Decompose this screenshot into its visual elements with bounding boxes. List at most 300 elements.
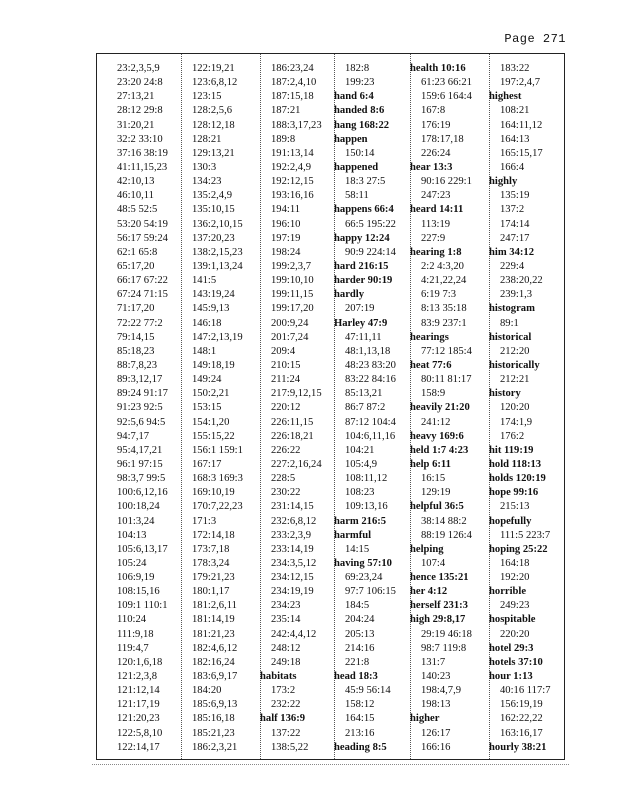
index-reference: 129:19 (421, 487, 451, 499)
index-reference: 37:16 38:19 (117, 147, 168, 159)
index-reference: 181:21,23 (192, 628, 235, 640)
index-reference: 94:7,17 (117, 430, 150, 442)
index-reference: 135:10,15 (192, 204, 235, 216)
index-reference: 143:19,24 (192, 289, 235, 301)
index-reference: 184:20 (192, 685, 222, 697)
index-reference: 66:5 195:22 (345, 218, 396, 230)
index-reference: 119:4,7 (117, 642, 149, 654)
index-reference: 105:4,9 (345, 458, 378, 470)
index-reference: 16:15 (421, 473, 446, 485)
index-reference: 141:5 (192, 275, 217, 287)
index-reference: 46:10,11 (117, 190, 154, 202)
index-heading: hardly (334, 289, 365, 301)
index-reference: 242:4,4,12 (271, 628, 317, 640)
index-reference: 201:7,24 (271, 331, 309, 343)
index-heading: hence 135:21 (410, 572, 469, 584)
index-reference: 192:20 (500, 572, 530, 584)
index-reference: 189:8 (271, 133, 296, 145)
page-number: Page 271 (504, 32, 566, 46)
index-reference: 234:3,5,12 (271, 557, 317, 569)
index-reference: 48:23 83:20 (345, 359, 396, 371)
index-heading: hard 216:15 (334, 260, 389, 272)
index-reference: 156:1 159:1 (192, 444, 243, 456)
index-reference: 155:15,22 (192, 430, 235, 442)
index-reference: 174:14 (500, 218, 530, 230)
index-reference: 104:13 (117, 529, 147, 541)
index-reference: 92:5,6 94:5 (117, 416, 166, 428)
index-reference: 146:18 (192, 317, 222, 329)
index-reference: 45:9 56:14 (345, 685, 391, 697)
index-reference: 153:15 (192, 402, 222, 414)
index-reference: 89:24 91:17 (117, 388, 168, 400)
index-reference: 212:20 (500, 345, 530, 357)
index-reference: 149:24 (192, 374, 222, 386)
index-reference: 121:12,14 (117, 685, 160, 697)
index-reference: 85:13,21 (345, 388, 383, 400)
index-reference: 194:11 (271, 204, 301, 216)
index-heading: held 1:7 4:23 (410, 444, 469, 456)
index-reference: 85:18,23 (117, 345, 155, 357)
index-reference: 122:5,8,10 (117, 727, 163, 739)
index-reference: 183:22 (500, 63, 530, 74)
index-reference: 98:3,7 99:5 (117, 473, 166, 485)
index-reference: 178:3,24 (192, 557, 230, 569)
index-reference: 58:11 (345, 190, 369, 202)
index-heading: hourly 38:21 (489, 741, 547, 753)
index-reference: 192:12,15 (271, 176, 314, 188)
index-reference: 108:21 (500, 105, 530, 117)
index-reference: 229:4 (500, 260, 525, 272)
index-column-6 (489, 62, 565, 755)
index-heading: habitats (260, 671, 297, 683)
index-reference: 158:12 (345, 699, 375, 711)
index-reference: 163:16,17 (500, 727, 543, 739)
index-reference: 23:2,3,5,9 (117, 63, 160, 74)
index-reference: 27:13,21 (117, 91, 155, 103)
index-reference: 221:8 (345, 656, 370, 668)
index-heading: hearings (410, 331, 449, 343)
index-reference: 138:2,15,23 (192, 246, 243, 258)
index-heading: helping (410, 543, 444, 555)
index-reference: 111:5 223:7 (500, 529, 551, 541)
index-heading: hang 168:22 (334, 119, 390, 131)
index-reference: 97:7 106:15 (345, 586, 396, 598)
index-reference: 56:17 59:24 (117, 232, 168, 244)
index-reference: 226:22 (271, 444, 301, 456)
index-reference: 129:13,21 (192, 147, 235, 159)
index-reference: 247:23 (421, 190, 451, 202)
index-heading: heavily 21:20 (410, 402, 470, 414)
index-reference: 173:7,18 (192, 543, 230, 555)
index-reference: 193:16,16 (271, 190, 314, 202)
index-reference: 174:1,9 (500, 416, 533, 428)
index-heading: holds 120:19 (489, 473, 546, 485)
index-reference: 196:10 (271, 218, 301, 230)
index-reference: 185:16,18 (192, 713, 235, 725)
index-heading: hit 119:19 (489, 444, 534, 456)
index-heading: hold 118:13 (489, 458, 542, 470)
index-reference: 104:21 (345, 444, 375, 456)
index-heading: hoping 25:22 (489, 543, 548, 555)
index-reference: 199:11,15 (271, 289, 314, 301)
index-reference: 205:13 (345, 628, 375, 640)
index-reference: 173:2 (271, 685, 296, 697)
index-heading: horrible (489, 586, 527, 598)
index-reference: 123:15 (192, 91, 222, 103)
index-reference: 108:23 (345, 487, 375, 499)
index-heading: heavy 169:6 (410, 430, 464, 442)
index-table (96, 53, 565, 760)
index-reference: 137:20,23 (192, 232, 235, 244)
index-reference: 90:9 224:14 (345, 246, 396, 258)
index-reference: 108:15,16 (117, 586, 160, 598)
index-reference: 110:24 (117, 614, 147, 626)
index-reference: 101:3,24 (117, 515, 155, 527)
index-heading: highly (489, 176, 518, 188)
index-reference: 136:2,10,15 (192, 218, 243, 230)
index-heading: head 18:3 (334, 671, 378, 683)
index-reference: 164:18 (500, 557, 530, 569)
index-heading: hand 6:4 (334, 91, 374, 103)
index-reference: 148:1 (192, 345, 217, 357)
index-reference: 89:3,12,17 (117, 374, 163, 386)
index-reference: 137:2 (500, 204, 525, 216)
index-heading: hotel 29:3 (489, 642, 534, 654)
index-reference: 159:6 164:4 (421, 91, 472, 103)
index-heading: Harley 47:9 (334, 317, 388, 329)
index-reference: 6:19 7:3 (421, 289, 457, 301)
index-reference: 170:7,22,23 (192, 501, 243, 513)
index-reference: 47:11,11 (345, 331, 382, 343)
index-reference: 149:18,19 (192, 359, 235, 371)
index-reference: 150:14 (345, 147, 375, 159)
index-reference: 199:23 (345, 77, 375, 89)
index-reference: 172:14,18 (192, 529, 235, 541)
index-heading: heard 14:11 (410, 204, 464, 216)
index-reference: 241:12 (421, 416, 451, 428)
index-heading: happy 12:24 (334, 232, 390, 244)
index-heading: handed 8:6 (334, 105, 385, 117)
index-reference: 164:13 (500, 133, 530, 145)
index-reference: 164:11,12 (500, 119, 543, 131)
index-heading: happened (334, 161, 379, 173)
index-reference: 197:2,4,7 (500, 77, 541, 89)
index-reference: 29:19 46:18 (421, 628, 472, 640)
index-reference: 48:1,13,18 (345, 345, 391, 357)
index-heading: hope 99:16 (489, 487, 539, 499)
index-reference: 14:15 (345, 543, 370, 555)
index-reference: 79:14,15 (117, 331, 155, 343)
index-reference: 217:9,12,15 (271, 388, 322, 400)
index-reference: 182:16,24 (192, 656, 235, 668)
index-reference: 42:10,13 (117, 176, 155, 188)
index-heading: history (489, 388, 521, 400)
index-reference: 66:17 67:22 (117, 275, 168, 287)
index-reference: 88:19 126:4 (421, 529, 472, 541)
index-reference: 220:12 (271, 402, 301, 414)
index-reference: 2:2 4:3,20 (421, 260, 464, 272)
index-reference: 248:12 (271, 642, 301, 654)
index-reference: 98:7 119:8 (421, 642, 467, 654)
index-reference: 166:4 (500, 161, 525, 173)
index-heading: harmful (334, 529, 372, 541)
index-reference: 53:20 54:19 (117, 218, 168, 230)
index-reference: 227:9 (421, 232, 446, 244)
index-reference: 107:4 (421, 557, 446, 569)
index-reference: 90:16 229:1 (421, 176, 472, 188)
index-heading: high 29:8,17 (410, 614, 466, 626)
index-reference: 188:3,17,23 (271, 119, 322, 131)
index-reference: 135:19 (500, 190, 530, 202)
index-column-2 (181, 62, 259, 755)
index-reference: 180:1,17 (192, 586, 230, 598)
index-reference: 164:15 (345, 713, 375, 725)
index-column-3 (260, 62, 334, 755)
index-heading: having 57:10 (334, 557, 392, 569)
index-reference: 31:20,21 (117, 119, 155, 131)
index-reference: 167:17 (192, 458, 222, 470)
index-reference: 137:22 (271, 727, 301, 739)
index-reference: 156:19,19 (500, 699, 543, 711)
index-reference: 61:23 66:21 (421, 77, 472, 89)
index-reference: 4:21,22,24 (421, 275, 467, 287)
index-reference: 234:12,15 (271, 572, 314, 584)
index-reference: 197:19 (271, 232, 301, 244)
index-reference: 184:5 (345, 600, 370, 612)
index-reference: 167:8 (421, 105, 446, 117)
index-reference: 187:15,18 (271, 91, 314, 103)
index-reference: 233:14,19 (271, 543, 314, 555)
index-reference: 109:1 110:1 (117, 600, 168, 612)
index-reference: 105:6,13,17 (117, 543, 168, 555)
index-reference: 96:1 97:15 (117, 458, 163, 470)
index-reference: 134:23 (192, 176, 222, 188)
index-reference: 239:1,3 (500, 289, 533, 301)
index-reference: 38:14 88:2 (421, 515, 467, 527)
index-reference: 162:22,22 (500, 713, 543, 725)
index-reference: 228:5 (271, 473, 296, 485)
index-heading: health 10:16 (410, 63, 466, 74)
index-reference: 230:22 (271, 487, 301, 499)
index-reference: 67:24 71:15 (117, 289, 168, 301)
index-heading: him 34:12 (489, 246, 535, 258)
index-reference: 40:16 117:7 (500, 685, 551, 697)
index-reference: 120:20 (500, 402, 530, 414)
index-reference: 135:2,4,9 (192, 190, 233, 202)
index-reference: 226:24 (421, 147, 451, 159)
index-reference: 86:7 87:2 (345, 402, 386, 414)
index-reference: 213:16 (345, 727, 375, 739)
index-reference: 80:11 81:17 (421, 374, 472, 386)
index-heading: her 4:12 (410, 586, 448, 598)
index-reference: 199:2,3,7 (271, 260, 312, 272)
index-reference: 122:19,21 (192, 63, 235, 74)
index-reference: 209:4 (271, 345, 296, 357)
index-heading: hopefully (489, 515, 532, 527)
index-reference: 220:20 (500, 628, 530, 640)
index-reference: 207:19 (345, 303, 375, 315)
index-heading: historical (489, 331, 532, 343)
index-reference: 181:14,19 (192, 614, 235, 626)
index-reference: 113:19 (421, 218, 451, 230)
index-reference: 8:13 35:18 (421, 303, 467, 315)
index-heading: helpful 36:5 (410, 501, 464, 513)
index-reference: 214:16 (345, 642, 375, 654)
index-reference: 166:16 (421, 741, 451, 753)
index-reference: 187:2,4,10 (271, 77, 317, 89)
index-reference: 187:21 (271, 105, 301, 117)
index-reference: 131:7 (421, 656, 446, 668)
index-reference: 100:18,24 (117, 501, 160, 513)
index-reference: 150:2,21 (192, 388, 230, 400)
index-reference: 83:9 237:1 (421, 317, 467, 329)
index-heading: happens 66:4 (334, 204, 394, 216)
index-reference: 104:6,11,16 (345, 430, 396, 442)
index-heading: historically (489, 359, 540, 371)
index-heading: harder 90:19 (334, 275, 393, 287)
index-reference: 185:21,23 (192, 727, 235, 739)
index-reference: 145:9,13 (192, 303, 230, 315)
index-reference: 32:2 33:10 (117, 133, 163, 145)
index-reference: 181:2,6,11 (192, 600, 237, 612)
index-column-1 (106, 62, 178, 755)
index-reference: 138:5,22 (271, 741, 309, 753)
index-reference: 191:13,14 (271, 147, 314, 159)
bottom-rule (92, 764, 569, 765)
index-reference: 200:9,24 (271, 317, 309, 329)
index-reference: 18:3 27:5 (345, 176, 386, 188)
index-reference: 122:14,17 (117, 741, 160, 753)
index-reference: 198:24 (271, 246, 301, 258)
index-column-5 (410, 62, 489, 755)
index-reference: 120:1,6,18 (117, 656, 163, 668)
index-heading: highest (489, 91, 522, 103)
index-reference: 182:4,6,12 (192, 642, 238, 654)
index-reference: 28:12 29:8 (117, 105, 163, 117)
index-reference: 176:19 (421, 119, 451, 131)
index-reference: 111:9,18 (117, 628, 154, 640)
index-reference: 105:24 (117, 557, 147, 569)
index-reference: 232:6,8,12 (271, 515, 317, 527)
index-reference: 89:1 (500, 317, 519, 329)
index-reference: 71:17,20 (117, 303, 155, 315)
index-reference: 238:20,22 (500, 275, 543, 287)
index-reference: 186:2,3,21 (192, 741, 238, 753)
index-reference: 72:22 77:2 (117, 317, 163, 329)
index-heading: higher (410, 713, 440, 725)
index-heading: hour 1:13 (489, 671, 533, 683)
index-reference: 91:23 92:5 (117, 402, 163, 414)
index-reference: 199:10,10 (271, 275, 314, 287)
index-reference: 165:15,17 (500, 147, 543, 159)
index-reference: 232:22 (271, 699, 301, 711)
index-reference: 234:19,19 (271, 586, 314, 598)
index-reference: 211:24 (271, 374, 301, 386)
index-reference: 121:17,19 (117, 699, 160, 711)
index-heading: histogram (489, 303, 535, 315)
index-reference: 168:3 169:3 (192, 473, 243, 485)
index-reference: 147:2,13,19 (192, 331, 243, 343)
index-heading: herself 231:3 (410, 600, 468, 612)
index-reference: 128:21 (192, 133, 222, 145)
index-reference: 227:2,16,24 (271, 458, 322, 470)
index-reference: 179:21,23 (192, 572, 235, 584)
index-reference: 234:23 (271, 600, 301, 612)
index-reference: 171:3 (192, 515, 217, 527)
index-reference: 48:5 52:5 (117, 204, 158, 216)
index-reference: 235:14 (271, 614, 301, 626)
index-reference: 121:2,3,8 (117, 671, 158, 683)
index-reference: 128:12,18 (192, 119, 235, 131)
index-heading: hearing 1:8 (410, 246, 462, 258)
index-reference: 204:24 (345, 614, 375, 626)
index-reference: 139:1,13,24 (192, 260, 243, 272)
index-reference: 109:13,16 (345, 501, 388, 513)
index-reference: 185:6,9,13 (192, 699, 238, 711)
index-reference: 231:14,15 (271, 501, 314, 513)
index-heading: harm 216:5 (334, 515, 387, 527)
index-reference: 169:10,19 (192, 487, 235, 499)
index-reference: 83:22 84:16 (345, 374, 396, 386)
index-reference: 210:15 (271, 359, 301, 371)
index-reference: 182:8 (345, 63, 370, 74)
index-heading: heat 77:6 (410, 359, 452, 371)
index-reference: 41:11,15,23 (117, 161, 168, 173)
index-heading: happen (334, 133, 368, 145)
index-reference: 100:6,12,16 (117, 487, 168, 499)
index-reference: 199:17,20 (271, 303, 314, 315)
index-reference: 154:1,20 (192, 416, 230, 428)
index-reference: 88:7,8,23 (117, 359, 158, 371)
index-reference: 77:12 185:4 (421, 345, 472, 357)
index-reference: 69:23,24 (345, 572, 383, 584)
index-reference: 123:6,8,12 (192, 77, 238, 89)
index-reference: 62:1 65:8 (117, 246, 158, 258)
index-reference: 121:20,23 (117, 713, 160, 725)
index-reference: 247:17 (500, 232, 530, 244)
index-reference: 176:2 (500, 430, 525, 442)
index-reference: 65:17,20 (117, 260, 155, 272)
index-reference: 130:3 (192, 161, 217, 173)
index-heading: heading 8:5 (334, 741, 387, 753)
index-reference: 87:12 104:4 (345, 416, 396, 428)
index-reference: 128:2,5,6 (192, 105, 233, 117)
index-heading: hear 13:3 (410, 161, 453, 173)
index-reference: 192:2,4,9 (271, 161, 312, 173)
index-reference: 140:23 (421, 671, 451, 683)
index-reference: 249:23 (500, 600, 530, 612)
index-heading: hospitable (489, 614, 536, 626)
index-reference: 158:9 (421, 388, 446, 400)
index-reference: 198:13 (421, 699, 451, 711)
index-reference: 126:17 (421, 727, 451, 739)
index-heading: half 136:9 (260, 713, 306, 725)
index-reference: 198:4,7,9 (421, 685, 462, 697)
index-reference: 215:13 (500, 501, 530, 513)
index-reference: 178:17,18 (421, 133, 464, 145)
index-reference: 23:20 24:8 (117, 77, 163, 89)
index-reference: 106:9,19 (117, 572, 155, 584)
index-reference: 226:11,15 (271, 416, 314, 428)
index-reference: 249:18 (271, 656, 301, 668)
index-column-4 (334, 62, 410, 755)
index-heading: hotels 37:10 (489, 656, 543, 668)
index-reference: 108:11,12 (345, 473, 388, 485)
index-heading: help 6:11 (410, 458, 451, 470)
index-reference: 95:4,17,21 (117, 444, 163, 456)
index-reference: 183:6,9,17 (192, 671, 238, 683)
index-reference: 186:23,24 (271, 63, 314, 74)
